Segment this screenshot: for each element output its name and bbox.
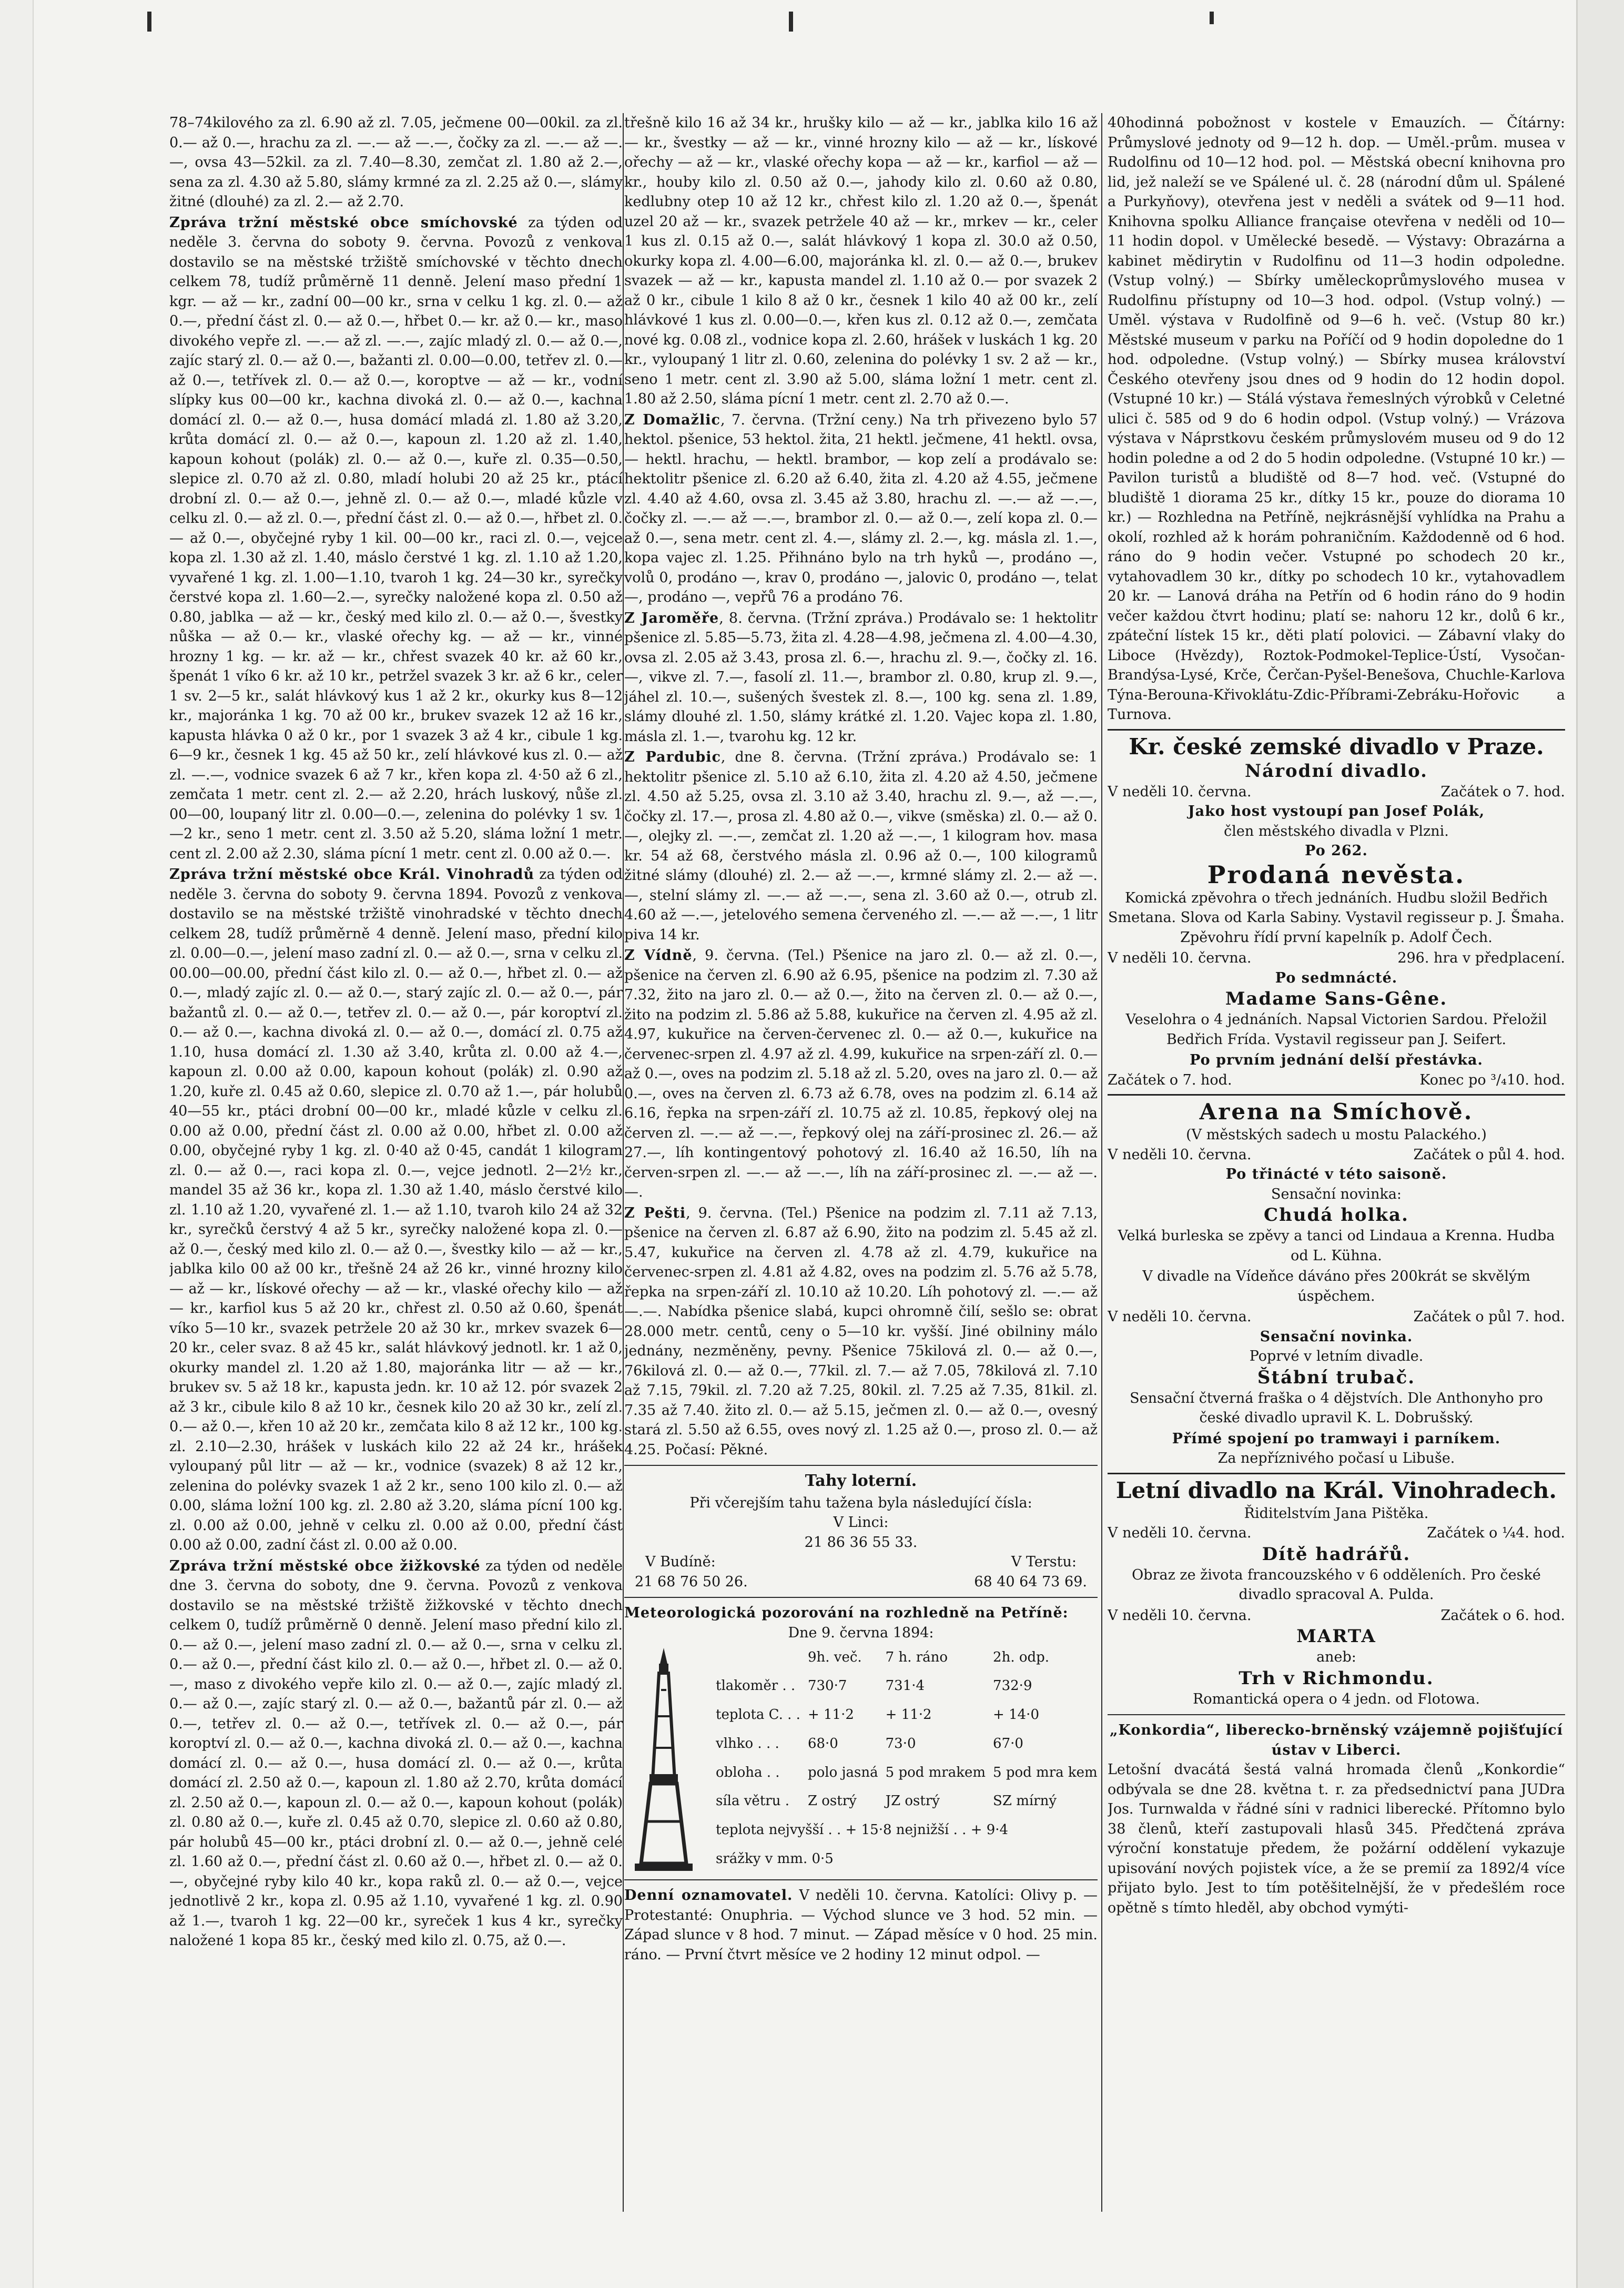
theatre-heading: Letní divadlo na Král. Vinohradech.: [1108, 1473, 1565, 1504]
meteo-value: Z ostrý: [807, 1793, 857, 1809]
meteo-value: 730·7: [807, 1678, 847, 1694]
show-row: [1108, 1307, 1565, 1327]
play-description: Romantická opera o 4 jedn. od Flotowa.: [1193, 1690, 1480, 1707]
performance-number: Po třinácté v této saisoně.: [1225, 1166, 1447, 1182]
meteo-hour: 2h. odp.: [993, 1649, 1050, 1665]
lottery-linz: [624, 1513, 1098, 1552]
meteo-row: [713, 1845, 1098, 1873]
report-text: , 9. června. (Tel.) Pšenice na jaro zl. 0.— až zl. 0.—, pšenice na červen zl. 6.90 až 6.95, pšenice na podzim zl. 7.30 až 7.32, žito na jaro zl. 0.— až 0.—, žito na červen zl. 0.— až 0.—, žito na podzim zl. 5.86 až 5.88, kukuřice na červen zl. 4.95 až zl. 4.97, kukuřice na červen-červenec zl. 0.— až 0.—, kukuřice na červenec-srpen zl. 4.97 až zl. 4.99, kukuřice na srpen-září zl. 0.— až 0.—, oves na podzim zl. 5.18 až zl. 5.20, oves na jaro zl. 0.— až 0.—, oves na červen zl. 6.73 až 6.78, oves na podzim zl. 6.14 až 6.16, řepka na srpen-září zl. 10.75 až zl. 10.85, řepkový olej na červen zl. —.— až —.—, řepkový olej na září-prosinec zl. 26.— až 27.—, líh kontingentový pohotový zl. 16.40 až 16.50, líh na červen-srpen zl. —.— až —.—, líh na září-prosinec zl. —.— až —.—.: [624, 947, 1098, 1200]
report-text: , 7. června. (Tržní ceny.) Na trh přivezeno bylo 57 hektol. pšenice, 53 hektol. žita, 21 hektl. ječmene, 41 hektl. ovsa, — hektl. hrachu, — hektl. brambor, — kop zelí a prodávalo se: hektolitr pšenice zl. 6.20 až 6.40, žita zl. 4.20 až 4.55, ječmene zl. 4.40 až 4.60, ovsa zl. 3.45 až 3.80, hrachu zl. —.— až —.—, čočky zl. —.— až —.—, brambor zl. 0.— až 0.—, zelí kopa zl. 0.— až 0.—, sena metr. cent zl. 4.—, slámy zl. 2.—, kg. másla zl. 1.—, kopa vajec zl. 1.25. Přihnáno bylo na trh hyků —, prodáno —, volů 0, prodáno —, krav 0, prodáno —, jalovic 0, prodáno —, telat —, prodáno —, vepřů 76 a prodáno 76.: [624, 411, 1098, 605]
show-note: 296. hra v předplacení.: [1397, 950, 1565, 966]
show-time: Začátek o 7. hod.: [1108, 1071, 1232, 1088]
report-text: , 8. června. (Tržní zpráva.) Prodávalo se: 1 hektolitr pšenice zl. 5.85—5.73, žita zl. 4.28—4.98, ječmena zl. 4.00—4.30, ovsa zl. 2.05 až 3.43, prosa zl. 6.—, hrachu zl. 9.—, čočky zl. 16.—, vikve zl. 7.—, fasolí zl. 11.—, brambor zl. 0.80, krup zl. 9.—, jáhel zl. 10.—, sušených švestek zl. 8.—, 100 kg. sena zl. 1.89, slámy dlouhé zl. 1.50, slámy krátké zl. 1.20. Vajec kopa zl. 1.80, másla zl. 1.—, tvarohu kg. 12 kr.: [624, 610, 1098, 745]
theatre-heading: Kr. české zemské divadlo v Praze.: [1108, 729, 1565, 760]
divider: [624, 1879, 1098, 1880]
meteo-title: Meteorologická pozorování na rozhledně na Petříně:: [624, 1605, 1069, 1621]
meteo-value: 68·0: [807, 1735, 838, 1752]
guest-line: Jako host vystoupí pan Josef Polák,: [1187, 803, 1485, 819]
scan-mark: [789, 12, 793, 32]
meteo-row: [713, 1702, 1098, 1729]
play-title: Prodaná nevěsta.: [1207, 860, 1466, 889]
lottery-numbers: 21 68 76 50 26.: [635, 1573, 748, 1590]
meteo-date: Dne 9. června 1894:: [788, 1624, 934, 1641]
report-heading: Z Vídně: [624, 947, 693, 964]
meteo-label: vlhko . . .: [716, 1735, 779, 1752]
daily-announcer: [624, 1886, 1098, 1965]
meteo-value: SZ mírný: [993, 1793, 1057, 1809]
meteo-row: [713, 1788, 1098, 1816]
novelty-label: Sensační novinka:: [1271, 1186, 1402, 1202]
meteo-label: síla větru .: [716, 1793, 789, 1809]
show-end: Konec po ³/₄10. hod.: [1419, 1071, 1565, 1088]
divider: [624, 1597, 1098, 1598]
lottery-row: [624, 1572, 1098, 1592]
performance-number: Po sedmnácté.: [1275, 969, 1398, 986]
theatre-heading: Arena na Smíchově.: [1108, 1094, 1565, 1125]
report-text: za týden od neděle dne 3. června do soboty, dne 9. června. Povozů z venkova dostavilo se na městské tržiště žižkovské v těchto dnech celkem 0, tudíž průměrně 0 denně. Jelení maso přední kilo zl. 0.— až 0.—, jelení maso zadní zl. 0.— až 0.—, srna v celku zl. 0.— až 0.—, přední část kilo zl. 0.— až 0.—, hřbet zl. 0.— až 0.—, maso z divokého vepře kilo zl. 0.— až 0.—, zajíc mladý zl. 0.— až 0.—, zajíc starý zl. 0.— až 0.—, bažantů pár zl. 0.— až 0.—, tetřev zl. 0.— až 0.—, tetřívek zl. 0.— až 0.—, pár koroptví zl. 0.— až 0.—, kachna divoká zl. 0.— až 0.—, kachna domácí zl. 0.— až 0.—, husa domácí zl. 0.— až 0.—, krůta domácí zl. 2.50 až 0.—, kapoun zl. 1.80 až 2.70, krůta domácí zl. 2.50 až 0.—, kapoun zl. 0.— až 0.—, kapoun kohout (polák) zl. 0.80 až 0.—, kuře zl. 0.45 až 0.70, slepice zl. 0.60 až 0.80, pár holubů 45—00 kr., ptáci drobní zl. 0.— až 0.—, jehně celé zl. 1.60 až 0.—, přední část zl. 0.60 až 0.—, hřbet zl. 0.— až 0.—, obyčejné ryby kilo 40 kr., kopa raků zl. 0.— až 0.—, vejce jednotlivě 2 kr., kopa zl. 0.95 až 1.10, vyvařené 1 kg. zl. 0.90 až 1.—, tvaroh 1 kg. 22—00 kr., syreček 1 kus 4 kr., syrečky naložené 1 kopa 85 kr., český med kilo zl. 0.75, až 0.—.: [169, 1557, 623, 1949]
report-text: za týden od neděle 3. června do soboty 9. června 1894. Povozů z venkova dostavilo se na městské tržiště vinohradské v těchto dnech celkem 28, tudíž průměrně 4 denně. Jelení maso, přední kilo zl. 0.00—0.—, jelení maso zadní zl. 0.— až 0.—, srna v celku zl. 00.00—00.00, přední část kilo zl. 0.— až 0.—, hřbet zl. 0.— až 0.—, mladý zajíc zl. 0.— až 0.—, starý zajíc zl. 0.— až 0.—, pár bažantů zl. 0.— až 0.—, tetřev zl. 0.— až 0.—, pár koroptví zl. 0.— až 0.—, kachna divoká zl. 0.— až 0.—, domácí zl. 0.75 až 1.10, husa domácí zl. 1.30 až 3.40, krůta zl. 0.00 až 4.—, kapoun zl. 0.00 až 0.00, kapoun kohout (polák) zl. 0.90 až 1.20, kuře zl. 0.45 až 0.60, slepice zl. 0.70 až 1.—, pár holubů 40—55 kr., ptáci drobní 00—00 kr., mladé kůzle v celku zl. 0.00 až 0.00, přední část zl. 0.00 až 0.00, hřbet zl. 0.00 až 0.00, obyčejné ryby 1 kg. zl. 0·40 až 0·45, candát 1 kilogram zl. 0.— až 0.—, raci kopa zl. 0.—, vejce jednotl. 2—2½ kr., mandel 35 až 36 kr., kopa zl. 1.30 až 1.40, máslo čerstvé kilo zl. 1.10 až 1.20, vyvařené zl. 1.— až 1.10, tvaroh kilo 24 až 32 kr., syrečků čerstvý 4 až 5 kr., syrečky naložené kopa zl. 0.— až 0.—, český med kilo zl. 0.— až 0.—, švestky kilo — až — kr., jablka kilo 00 až 00 kr., třešně 24 až 26 kr., vinné hrozny kilo — až — kr., lískové ořechy — až — kr., vlaské ořechy kilo — až — kr., karfiol kus 5 až 20 kr., chřest zl. 0.50 až 0.60, špenát víko 5—10 kr., svazek petržele 20 až 30 kr., mrkev svazek 6—20 kr., celer svaz. 8 až 45 kr., salát hlávkový jednotl. kr. 1 až 0, okurky mandel zl. 1.20 až 1.80, majoránka litr — až — kr., brukev sv. 5 až 18 kr., kapusta jedn. kr. 10 až 12. pór svazek 2 až 3 kr., cibule kilo 8 až 10 kr., česnek kilo 20 až 30 kr., zelí zl. 0.— až 0.—, křen 10 až 20 kr., zemčata kilo 8 až 12 kr., 100 kg. zl. 2.10—2.30, hrášek v luskách kilo 22 až 24 kr., hrášek vyloupaný půl litr — až — kr., vodnice (svazek) 8 až 12 kr., zelenina do polévky svazek 1 až 2 kr., seno 100 kilo zl. 0.— až 0.00, sláma ložní 100 kg. zl. 2.80 až 3.20, sláma pícní 100 kg. zl. 0.00 až 0.00, jehně v celku zl. 0.00 až 0.00, přední část 0.00 až 0.00, zadní část zl. 0.00 až 0.00.: [169, 866, 623, 1553]
novelty-label: Sensační novinka.: [1260, 1328, 1413, 1345]
lottery-place: V Terstu:: [1011, 1554, 1077, 1570]
daily-announcer-text: V neděli 10. června. Katolíci: Olivy p. — Protestanté: Onuphria. — Východ slunce ve 3 hod. 52 min. — Západ slunce v 8 hod. 7 minut. — Západ měsíce v 0 hod. 25 min. ráno. — První čtvrt měsíce ve 2 hodiny 12 minut odpol. —: [624, 1887, 1098, 1963]
meteo-value: 67·0: [993, 1735, 1023, 1752]
market-report: [624, 609, 1098, 747]
show-time: Začátek o 7. hod.: [1440, 783, 1565, 800]
scan-left-margin: [0, 0, 34, 2288]
column-2: [624, 113, 1098, 2217]
lottery-title: Tahy loterní.: [805, 1472, 917, 1490]
show-row: [1108, 1523, 1565, 1543]
show-row: [1108, 1070, 1565, 1090]
meteo-value: + 11·2: [807, 1707, 854, 1723]
scan-mark: [147, 12, 151, 32]
show-date: V neděli 10. června.: [1108, 783, 1252, 800]
play-title: Štábní trubač.: [1257, 1366, 1416, 1388]
show-date: V neděli 10. června.: [1108, 1607, 1252, 1624]
report-heading: Z Jaroměře: [624, 610, 719, 626]
show-row: [1108, 782, 1565, 802]
meteo-value: JZ ostrý: [885, 1793, 940, 1809]
show-row: [1108, 948, 1565, 968]
market-report: [624, 1203, 1098, 1460]
report-text: , dne 8. června. (Tržní zpráva.) Prodávalo se: 1 hektolitr pšenice zl. 5.10 až 6.10, žita zl. 4.20 až 4.50, ječmene zl. 4.50 až 5.25, ovsa zl. 3.10 až 3.40, hrachu zl. 9.—, až —.—, čočky zl. 17.—, prosa zl. 4.80 až 0.—, vikve (směska) zl. 0.— až 0.—, olejky zl. —.—, zemčat zl. 1.20 až —.—, 1 kilogram hov. masa kr. 54 až 68, čerstvého másla zl. 0.96 až 0.—, 100 kilogramů žitné slámy (dlouhé) zl. 2.— až —.—, krmné slámy zl. 2.— až —.—, stelní slámy zl. —.— až —.—, sena zl. 3.60 až 0.—, otrub zl. 4.60 až —.—, jetelového semena červeného zl. —.— až —.—, 1 litr piva 14 kr.: [624, 749, 1098, 943]
market-report: [624, 946, 1098, 1202]
play-description: Veselohra o 4 jednáních. Napsal Victorien Sardou. Přeložil Bedřich Frída. Vystavil regisseur pan J. Seifert.: [1125, 1011, 1547, 1048]
report-heading: Zpráva tržní městské obce žižkovské: [169, 1557, 481, 1574]
market-report-text: 78–74kilového za zl. 6.90 až zl. 7.05, ječmene 00—00kil. za zl. 0.— až 0.—, hrachu za zl. —.— až —.—, čočky za zl. —.— až —.—, ovsa 43—52kil. za zl. 7.40—8.30, zemčat zl. 1.80 až 2.—, sena za zl. 4.30 až 5.80, slámy krmné za zl. 2.25 až 0.—, slámy žitné (dlouhé) za zl. 2.— až 2.70.: [169, 115, 623, 210]
divider: [624, 1465, 1098, 1466]
play-description: Obraz ze života francouzského v 6 oddělеních. Pro české divadlo spracoval A. Pulda.: [1132, 1566, 1541, 1603]
meteo-value: + 11·2: [885, 1707, 932, 1723]
lottery-place: V Linci:: [833, 1514, 889, 1531]
show-time: Začátek o ¼4. hod.: [1427, 1525, 1565, 1541]
show-time: Začátek o půl 7. hod.: [1413, 1309, 1565, 1325]
meteo-label: tlakoměr . .: [716, 1678, 796, 1694]
meteo-label: obloha . .: [716, 1764, 780, 1780]
guest-line: člen městského divadla v Plzni.: [1224, 823, 1449, 839]
show-row: [1108, 1145, 1565, 1165]
weather-note: Za nepříznivého počasí u Libuše.: [1217, 1450, 1455, 1466]
play-title: Chudá holka.: [1264, 1204, 1409, 1226]
show-date: V neděli 10. června.: [1108, 950, 1252, 966]
market-report: [169, 865, 623, 1555]
meteo-hour: 9h. več.: [807, 1649, 862, 1665]
play-description: Komická zpěvohra o třech jednáních. Hudbu složil Bedřich Smetana. Slova od Karla Sabiny. Vystavil regisseur p. J. Šmaha. Zpěvohru řídí první kapelník p. Adolf Čech.: [1108, 889, 1565, 946]
report-text: za týden od neděle 3. června do soboty 9. června. Povozů z venkova dostavilo se na městské tržiště smíchovské v těchto dnech celkem 78, tudíž průměrně 11 denně. Jelení maso přední 1 kgr. — až — kr., zadní 00—00 kr., srna v celku 1 kg. zl. 0.— až 0.—, přední část zl. 0.— až 0.—, hřbet 0.— kr. až 0.— kr., maso divokého vepře zl. —.— až zl. —.—, zajíc mladý zl. 0.— až 0.—, zajíc starý zl. 0.— až 0.—, bažanti zl. 0.00—0.00, tetřev zl. 0.— až 0.—, tetřívek zl. 0.— až 0.—, koroptve — až — kr., vodní slípky kus 00—00 kr., kachna divoká zl. 0.— až 0.—, kachna domácí zl. 0.— až 0.—, husa domácí mladá zl. 1.80 až 3.20, krůta domácí zl. 0.— až 0.—, kapoun zl. 1.20 až zl. 1.40, kapoun kohout (polák) zl. 0.— až 0.—, kuře zl. 0.35—0.50, slepice zl. 0.70 až zl. 0.80, mladí holubi 20 až 25 kr., ptácí drobní zl. 0.— až 0.—, jehně zl. 0.— až 0.—, mladé kůzle v celku zl. 0.— až zl. 0.—, přední část zl. 0.— až 0.—, hřbet zl. 0.— až 0.—, obyčejné ryby 1 kil. 00—00 kr., raci zl. 0.—, vejce kopa zl. 1.30 až zl. 1.40, máslo čerstvé 1 kg. zl. 1.10 až 1.20, vyvařené 1 kg. zl. 1.00—1.10, tvaroh 1 kg. 24—30 kr., syrečky čerstvé kopa zl. 1.60—2.—, syrečky naložené kopa zl. 0.50 až 0.80, jablka — až — kr., český med kilo zl. 0.— až 0.—, švestky nůška — až 0.— kr., vlaské ořechy kg. — až — kr., vinné hrozny 1 kg. — kr. až — kr., chřest svazek 40 kr. až 60 kr., špenát 1 víko 6 kr. až 10 kr., petržel svazek 3 kr. až 6 kr., celer 1 sv. 2—5 kr., salát hlávkový kus 1 až 2 kr., okurky kus 8—12 kr., majoránka 1 kg. 70 až 00 kr., brukev svazek 12 až 16 kr., kapusta hlávka 0 až 0 kr., por 1 svazek 3 až 4 kr., cibule 1 kg. 6—9 kr., česnek 1 kg. 45 až 50 kr., zelí hlávkové kus zl. 0.— až zl. —.—, vodnice svazek 6 až 7 kr., křen kopa zl. 4·50 až 6 zl., zemčata 1 metr. cent zl. 2.— až 2.20, hrách luskový, nůše zl. 00—00, loupaný litr zl. 0.00—0.—, zelenina do polévky 1 sv. 1—2 kr., seno 1 metr. cent zl. 3.50 až 5.20, sláma ložní 1 metr. cent zl. 2.00 až 2.30, sláma pícní 1 metr. cent zl. 0.00 až 0.—.: [169, 214, 623, 862]
play-title: Trh v Richmondu.: [1239, 1667, 1434, 1689]
article-heading: „Konkordia“, liberecko-brněnský vzájemně pojišťující ústav v Liberci.: [1110, 1722, 1563, 1758]
meteo-block: [624, 1643, 1098, 1874]
lottery-row: [624, 1552, 1098, 1572]
play-title-or: aneb:: [1316, 1649, 1356, 1665]
meteo-row: [713, 1817, 1098, 1845]
market-report-text: třešně kilo 16 až 34 kr., hrušky kilo — až — kr., jablka kilo 16 až — kr., švestky — až — kr., vinné hrozny kilo — až — kr., lískové ořechy — až — kr., vlaské ořechy kopa — až — kr., karfiol — až — kr., houby kilo zl. 0.50 až 0.—, jahody kilo zl. 0.60 až 0.80, kedlubny otep 10 až 12 kr., chřest kilo zl. 1.20 až 0.—, špenát uzel 20 až — kr., svazek petržele 40 až — kr., mrkev — kr., celer 1 kus zl. 0.15 až 0.—, salát hlávkový 1 kopa zl. 30.0 až 0.50, okurky kopa zl. 4.00—6.00, majoránka kl. zl. 0.— až 0.—, brukev svazek — až — kr., kapusta mandel zl. 1.10 až 0.— por svazek 2 až 0 kr., cibule 1 kilo 8 až 0 kr., česnek 1 kilo 40 až 00 kr., zelí hlávkové 1 kus zl. 0.00—0.—, křen kus zl. 0.12 až 0.—, zemčata nové kg. 0.08 zl., vodnice kopa zl. 2.60, hrášek v luskách 1 kg. 20 kr., vyloupaný 1 litr zl. 0.60, zelenina do polévky 1 sv. 2 až — kr., seno 1 metr. cent zl. 3.90 až 5.00, sláma ložní 1 metr. cent zl. 1.80 až 2.50, sláma pícní 1 metr. cent zl. 2.70 až 0.—.: [624, 115, 1098, 407]
report-heading: Z Domažlic: [624, 411, 720, 428]
meteo-row: [713, 1673, 1098, 1700]
column-3: [1108, 113, 1565, 2217]
market-report: [624, 410, 1098, 608]
column-rule: [1101, 113, 1102, 2212]
play-title: Madame Sans-Gêne.: [1225, 988, 1448, 1009]
meteo-row: [713, 1759, 1098, 1787]
meteo-hour: 7 h. ráno: [885, 1649, 948, 1665]
lottery-numbers: 21 86 36 55 33.: [804, 1534, 918, 1551]
lottery-intro: Při včerejším tahu tažena byla následující čísla:: [689, 1494, 1032, 1511]
meteo-temperature: teplota nejvyšší . . + 15·8 nejnižší . . + 9·4: [716, 1822, 1009, 1838]
play-title: MARTA: [1296, 1626, 1376, 1647]
meteo-table: [712, 1643, 1098, 1874]
report-heading: Zpráva tržní městské obce Král. Vinohradů: [169, 866, 535, 883]
show-time: Začátek o půl 4. hod.: [1413, 1146, 1565, 1163]
first-time-line: Poprvé v letním divadle.: [1249, 1348, 1424, 1364]
daily-announcer-title: Denní oznamovatel.: [624, 1887, 793, 1904]
market-report: [624, 747, 1098, 945]
meteo-value: 73·0: [885, 1735, 916, 1752]
theatre-subheading: Řiditelstvím Jana Pištěka.: [1244, 1505, 1429, 1522]
show-date: V neděli 10. června.: [1108, 1309, 1252, 1325]
column-rule: [623, 113, 624, 2212]
events-text: 40hodinná pobožnost v kostele v Emauzích. — Čítárny: Průmyslové jednoty od 9—12 h. dop. — Uměl.-prům. musea v Rudolfinu od 10—12 hod. pol. — Městská obecní knihovna pro lid, jež naleží se ve Spálené ul. č. 28 (národní dům ul. Spálené a Purkyňovy), otevřena jest v neděli a svátek od 9—11 hod. Knihovna spolku Alliance française otevřena v neděli od 10—11 hodin dopol. v Umělecké besedě. — Výstavy: Obrazárna a kabinet mědirytin v Rudolfinu od 11—3 hodin odpoledne. (Vstup volný.) — Sbírky uměleckoprůmyslového musea v Rudolfinu přístupny od 10—3 hod. odpol. (Vstup volný.) — Uměl. výstava v Rudolfině od 9—6 h. več. (Vstup 80 kr.) Městské museum v parku na Poříčí od 9 hodin dopoledne do 1 hod. odpoledne. (Vstup volný.) — Sbírky musea království Českého otevřeny jsou dnes od 9 hodin do 12 hodin dopol. (Vstupné 10 kr.) — Stálá výstava řemeslných výrobků v Celetné ulici č. 585 od 9 do 6 hodin odpol. (Vstup volný.) — Vrázova výstava v Náprstkovu českém průmyslovém museu od 9 do 12 hodin poledne a od 2 do 5 hodin odpoledne. (Vstupné 10 kr.) — Pavilon turistů a bludiště od 8—7 hod. več. (Vstupné do bludiště 1 diorama 25 kr., dítky 15 kr., pouze do diorama 10 kr.) — Rozhledna na Petříně, nejkrásnější vyhlídka na Prahu a okolí, rozhled až k horám pohraničním. Každodenně od 6 hod. ráno do 9 hodin večer. Vstupné po schodech 20 kr., vytahovadlem 30 kr., dítky po schodech 10 kr., vytahovadlem 20 kr. — Lanová dráha na Petřín od 6 hodin ráno do 9 hodin večer každou čtvrt hodinu; platí se: nahoru 12 kr., dolů 6 kr., zpáteční lístek 15 kr., děti platí polovici. — Zábavní vlaky do Libocе (Hvězdy), Roztok-Podmokel-Teplice-Ústí, Vysočan-Brandýsa-Lysé, Krče, Čerčan-Pyšel-Benešova, Chuchle-Karlova Týna-Berouna-Křivoklátu-Zdic-Příbrami-Zebráku-Hořovic a Turnova.: [1108, 115, 1565, 723]
meteo-value: + 14·0: [993, 1707, 1039, 1723]
report-heading: Z Pešti: [624, 1204, 686, 1221]
performance-number: Po 262.: [1305, 843, 1368, 859]
article-text: Letošní dvacátá šestá valná hromada členů „Konkordie“ odbývala se dne 28. května t. r. za předsednictví pana JUDra Jos. Turnwalda v řádné síni v radnici liberecké. Přítomno bylo 38 členů, kteří zastupovali hlasů 345. Předčtená zpráva výroční konstatuje předem, že požární oddělení vykazuje upisování nových pojistek více, a že se premií za 1892/4 více přijato bylo. Jest to tím potěšitelnější, že v předešlém roce opětně s tímto hleděl, aby obchod vymýti-: [1108, 1761, 1565, 1916]
show-date: V neděli 10. června.: [1108, 1525, 1252, 1541]
lottery-numbers: 68 40 64 73 69.: [974, 1573, 1087, 1590]
report-heading: Z Pardubic: [624, 749, 721, 765]
meteo-label: teplota C. . .: [716, 1707, 800, 1723]
show-time: Začátek o 6. hod.: [1440, 1607, 1565, 1624]
meteo-value: 731·4: [885, 1678, 925, 1694]
meteo-value: polo jasná: [807, 1764, 878, 1780]
lottery-place: V Budíně:: [645, 1554, 716, 1570]
show-date: V neděli 10. června.: [1108, 1146, 1252, 1163]
meteo-row: [713, 1730, 1098, 1758]
play-description: V divadle na Vídeňce dáváno přes 200krát se skvělým úspěchem.: [1142, 1268, 1530, 1304]
report-text: , 9. června. (Tel.) Pšenice na podzim zl. 7.11 až 7.13, pšenice na červen zl. 6.87 až 6.90, žito na podzim zl. 5.45 až zl. 5.47, kukuřice na červen zl. 4.78 až zl. 4.79, kukuřice na červenec-srpen zl. 4.81 až 4.82, oves na podzim zl. 5.76 až 5.78, řepka na srpen-září zl. 10.10 až 10.20. Líh pohotový zl. —.— až —.—. Nabídka pšenice slabá, kupci ohromně čilí, sešlo se: obrat 28.000 metr. centů, ceny o 5—10 kr. vyšší. Jiné obilniny málo jednány, nezměněny, pevny. Pšenice 75kilová zl. 0.— až 0.—, 76kilová zl. 0.— až 0.—, 77kil. zl. 7.— až 7.05, 78kilová zl. 7.10 až 7.15, 79kil. zl. 7.20 až 7.25, 80kil. zl. 7.25 až 7.35, 81kil. zl. 7.35 až 7.40. žito zl. 0.— až 5.15, ječmen zl. 0.— až 0.—, ovesný stará zl. 5.50 až 6.55, oves nový zl. 1.25 až 0.—, proso zl. 0.— až 4.25. Počasí: Pěkné.: [624, 1204, 1098, 1458]
meteo-value: 5 pod mrakem: [885, 1764, 986, 1780]
play-title: Dítě hadrářů.: [1262, 1543, 1411, 1565]
play-description: Velká burleska se zpěvy a tanci od Lindaua a Krenna. Hudba od L. Kühna.: [1118, 1228, 1555, 1264]
divider: [1108, 1714, 1565, 1715]
show-note: Po prvním jednání delší přestávka.: [1190, 1052, 1483, 1068]
report-heading: Zpráva tržní městské obce smíchovské: [169, 214, 518, 231]
scan-right-margin: [1576, 0, 1624, 2288]
column-1: [169, 113, 623, 2217]
show-row: [1108, 1606, 1565, 1626]
play-description: Sensační čtverná fraška o 4 dějstvích. Dle Anthonyho pro české divadlo upravil K. L. Dobrušský.: [1130, 1390, 1543, 1426]
transport-note: Přímé spojení po tramwayi i parníkem.: [1172, 1430, 1501, 1447]
meteo-value: 732·9: [993, 1678, 1032, 1694]
theatre-subheading: Národní divadlo.: [1244, 760, 1428, 782]
meteo-rain: srážky v mm. 0·5: [716, 1850, 834, 1867]
scan-mark: [1210, 12, 1214, 24]
theatre-subheading: (V městských sadech u mostu Palackého.): [1186, 1127, 1487, 1143]
meteo-header-row: [713, 1644, 1098, 1672]
meteo-value: 5 pod mra kem: [993, 1764, 1098, 1780]
market-report: [169, 213, 623, 864]
market-report: [169, 1556, 623, 1951]
petrin-tower-icon: [624, 1643, 703, 1874]
